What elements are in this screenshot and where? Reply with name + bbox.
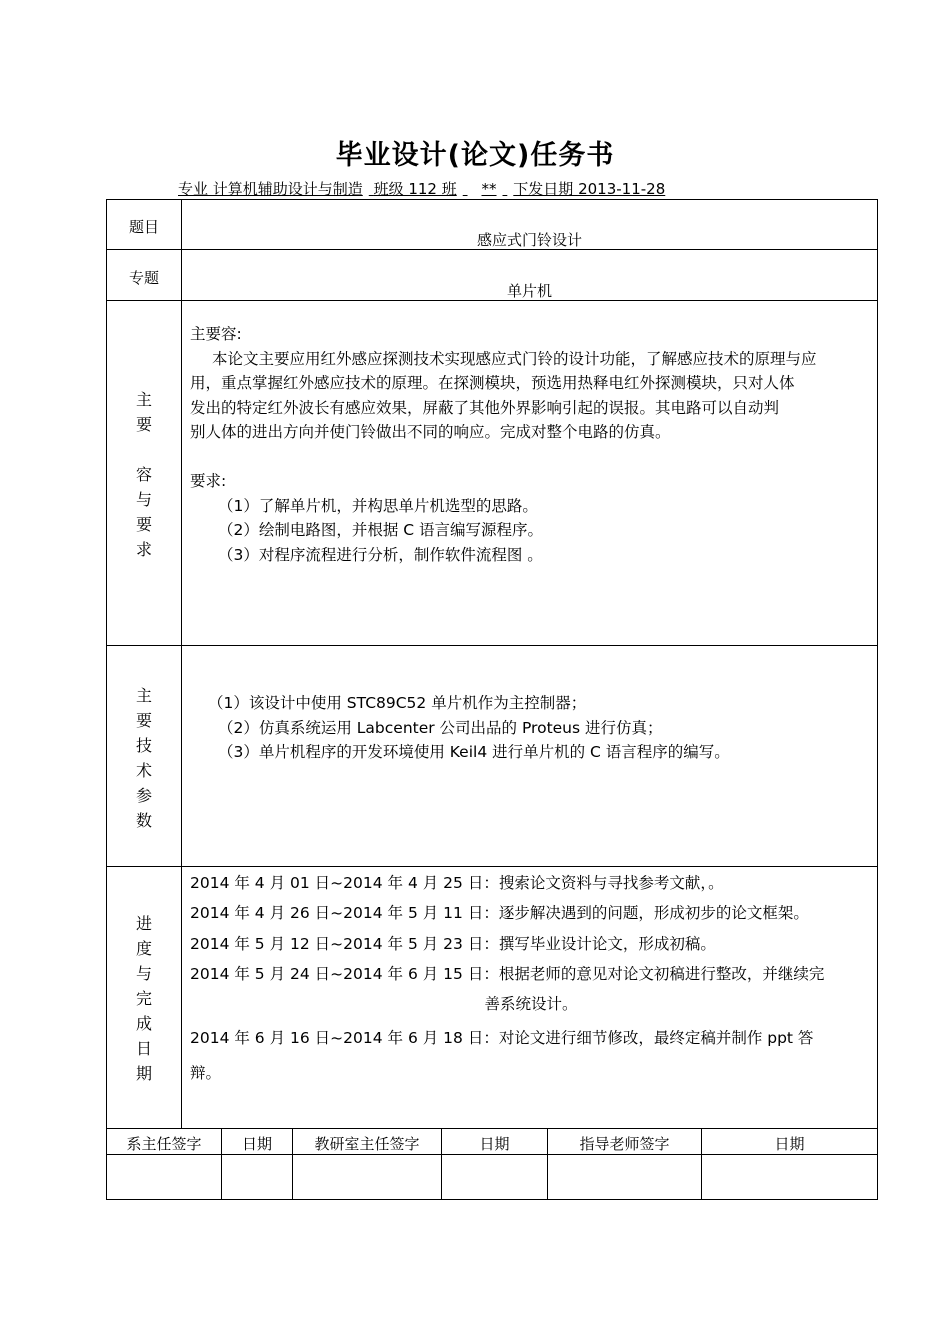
signature-dept-head: 系主任签字 [126,1135,202,1153]
requirement-item: （1）了解单片机，并构思单片机选型的思路。 [218,496,538,515]
param-item: （3）单片机程序的开发环境使用 Keil4 进行单片机的 C 语言程序的编写。 [218,743,730,761]
content-paragraph-line: 用，重点掌握红外感应技术的原理。在探测模块，预选用热释电红外探测模块，只对人体 [190,374,795,392]
schedule-item-continued: 善系统设计。 [484,995,578,1014]
class: 班级 112 班 [373,180,457,198]
schedule-text [190,868,872,1088]
topic-label: 题目 [128,218,159,236]
requirement-item: （3）对程序流程进行分析，制作软件流程图 。 [218,545,543,564]
content-paragraph-line: 本论文主要应用红外感应探测技术实现感应式门铃的设计功能，了解感应技术的原理与应 [212,349,817,368]
signature-advisor: 指导老师签字 [579,1135,670,1153]
content-label: 主 要 容 与 要 求 [135,390,152,559]
signature-date: 日期 [774,1135,805,1153]
document-subtitle [178,178,671,199]
schedule-label: 进 度 与 完 成 日 期 [135,914,152,1083]
column-divider [181,199,182,1128]
content-text [190,322,872,567]
param-item: （2）仿真系统运用 Labcenter 公司出品的 Proteus 进行仿真； [218,718,663,737]
schedule-item-continued: 辩。 [190,1063,222,1082]
row-divider [106,645,878,646]
special-value: 单片机 [506,282,552,300]
document-title: 毕业设计(论文)任务书 [335,140,615,171]
signature-office-head: 教研室主任签字 [314,1135,420,1153]
schedule-item: 2014 年 5 月 24 日~2014 年 6 月 15 日：根据老师的意见对论文初稿进行整改，并继续完 [190,964,825,983]
requirements-heading: 要求: [190,472,227,490]
params-label: 主 要 技 术 参 数 [135,686,152,830]
special-label: 专题 [128,269,159,287]
student: ** [481,180,497,198]
schedule-item: 2014 年 5 月 12 日~2014 年 5 月 23 日：撰写毕业设计论文，形成初稿。 [190,934,716,953]
row-divider [106,866,878,867]
schedule-item: 2014 年 4 月 26 日~2014 年 5 月 11 日：逐步解决遇到的问题，形成初步的论文框架。 [190,904,809,923]
param-item: （1）该设计中使用 STC89C52 单片机作为主控制器； [208,694,587,712]
issue-date: 下发日期 2013-11-28 [513,180,666,198]
schedule-item: 2014 年 4 月 01 日~2014 年 4 月 25 日：搜索论文资料与寻找参考文献，。 [190,874,724,892]
params-text [190,691,872,765]
content-heading: 主要容: [190,325,242,343]
content-paragraph-line: 别人体的进出方向并使门铃做出不同的响应。完成对整个电路的仿真。 [190,423,671,441]
schedule-item: 2014 年 6 月 16 日~2014 年 6 月 18 日：对论文进行细节修改，最终定稿并制作 ppt 答 [190,1029,814,1048]
signature-date: 日期 [241,1135,272,1153]
content-paragraph-line: 发出的特定红外波长有感应效果，屏蔽了其他外界影响引起的误报。其电路可以自动判 [190,398,780,417]
signature-date: 日期 [479,1135,510,1153]
topic-value: 感应式门铃设计 [476,231,582,249]
major: 专业 计算机辅助设计与制造 [178,180,363,198]
requirement-item: （2）绘制电路图，并根据 C 语言编写源程序。 [218,521,544,539]
